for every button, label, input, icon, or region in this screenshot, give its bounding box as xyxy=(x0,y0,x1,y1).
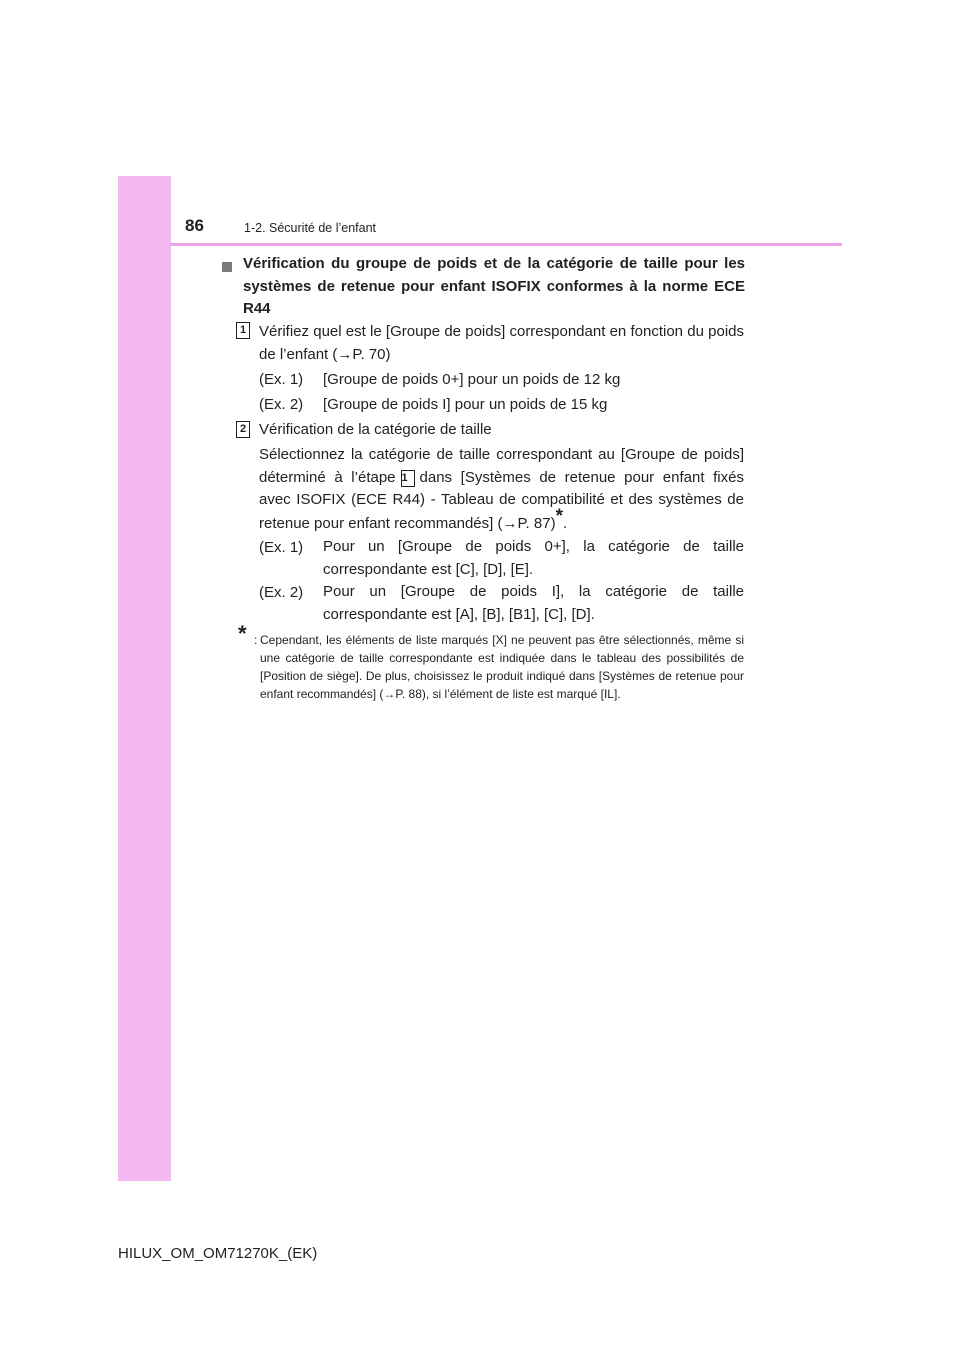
footnote-asterisk: * xyxy=(238,621,247,646)
step-2-example-1-label: (Ex. 1) xyxy=(259,539,304,556)
step-2-instructions xyxy=(259,444,744,535)
step-1-text: Vérifiez quel est le [Groupe de poids] correspondant en fonction du poids de l’enfant (→P. 70) xyxy=(259,323,744,363)
footnote-text: Cependant, les éléments de liste marqués [X] ne peuvent pas être sélectionnés, même si une catégorie de taille correspondante est indiquée dans le tableau des possibilités de [Position de siège]. De plus, choisissez le produit indiqué dans [Systèmes de retenue pour enfant recommandés] (→P. 88), si l’élément de liste est marqué [IL]. xyxy=(260,633,744,701)
header-divider xyxy=(171,243,842,246)
period: . xyxy=(562,514,568,532)
step-1-marker: 1 xyxy=(236,322,250,339)
step-2-text-before-ref: Sélectionnez la catégorie de taille correspondant au [Groupe de poids] déterminé à l’étape xyxy=(259,446,744,486)
asterisk-marker: * xyxy=(555,505,563,527)
square-bullet-icon xyxy=(222,262,232,272)
section-title: 1-2. Sécurité de l’enfant xyxy=(244,221,377,235)
step-1-reference-marker: 1 xyxy=(401,470,415,487)
step-2-marker: 2 xyxy=(236,421,250,438)
step-1-example-1-text: [Groupe de poids 0+] pour un poids de 12 kg xyxy=(323,371,621,388)
step-2-title: Vérification de la catégorie de taille xyxy=(259,421,492,438)
step-1-example-2-text: [Groupe de poids I] pour un poids de 15 kg xyxy=(323,396,608,413)
step-2-example-1-text: Pour un [Groupe de poids 0+], la catégorie de taille correspondante est [C], [D], [E]. xyxy=(323,538,744,578)
step-2-example-2-label: (Ex. 2) xyxy=(259,584,304,601)
page-number: 86 xyxy=(185,216,204,235)
step-1-example-1-label: (Ex. 1) xyxy=(259,371,304,388)
page-tab-sidebar xyxy=(118,176,171,1181)
footnote-colon: : xyxy=(254,633,258,647)
step-1-example-2-label: (Ex. 2) xyxy=(259,396,304,413)
step-2-text-after-ref: dans [Systèmes de retenue pour enfant fixés avec ISOFIX (ECE R44) - Tableau de compatibilité et des systèmes de retenue pour enfant recommandés] (→P. 87) xyxy=(259,468,744,532)
document-code-footer: HILUX_OM_OM71270K_(EK) xyxy=(118,1245,318,1262)
step-2-example-2-text: Pour un [Groupe de poids I], la catégorie de taille correspondante est [A], [B], [B1], [C], [D]. xyxy=(323,583,744,623)
subsection-heading: Vérification du groupe de poids et de la catégorie de taille pour les systèmes de retenue pour enfant ISOFIX conformes à la norme ECE R44 xyxy=(243,255,745,317)
